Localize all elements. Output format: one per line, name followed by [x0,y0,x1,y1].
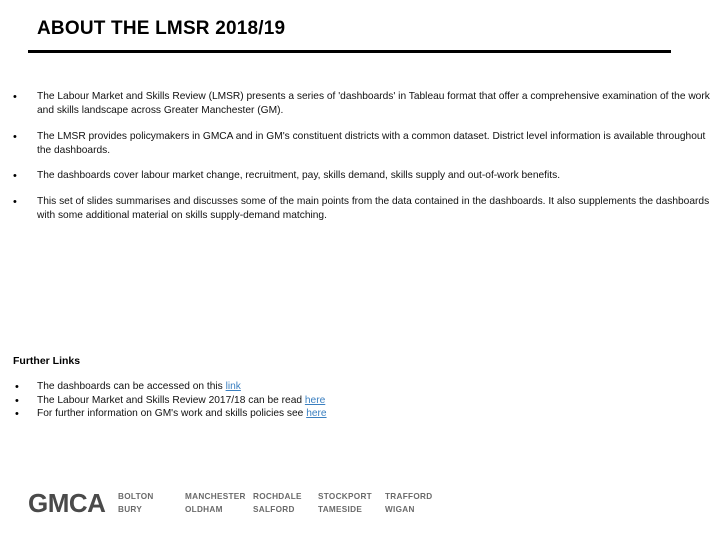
district-label: TRAFFORD [385,492,433,501]
bullet-text: The Labour Market and Skills Review (LMSR) presents a series of 'dashboards' in Tableau format that offer a comprehensive examination of the work and skills landscape across Greater Manchester (GM). [37,91,710,116]
bullet-icon: • [15,381,19,393]
district-label: BURY [118,505,143,514]
bullet-text: This set of slides summarises and discusses some of the main points from the data contained in the dashboards. It also supplements the dashboards with some additional material on skills supply-demand matching. [37,196,710,221]
district-label: OLDHAM [185,505,223,514]
bullet-icon: • [15,408,19,420]
district-label: TAMESIDE [318,505,363,514]
bullet-icon: • [13,131,17,143]
link-item [0,407,720,421]
bullet-icon: • [13,196,17,208]
link-item-text: For further information on GM's work and skills policies see here [37,408,327,419]
link-item-text: The dashboards can be accessed on this link [37,381,241,392]
district-label: ROCHDALE [253,492,302,501]
district-label: STOCKPORT [318,492,372,501]
district-label: SALFORD [253,505,295,514]
bullet-icon: • [13,91,17,103]
bullet-text: The LMSR provides policymakers in GMCA and in GM's constituent districts with a common dataset. District level information is available throughout the dashboards. [37,131,706,156]
district-label: BOLTON [118,492,154,501]
district-label: WIGAN [385,505,415,514]
lmsr-2017-18-link[interactable]: here [304,395,326,406]
dashboards-link[interactable]: link [225,381,241,392]
link-item-text: The Labour Market and Skills Review 2017/18 can be read here [37,395,326,406]
slide-title: ABOUT THE LMSR 2018/19 [37,18,286,39]
further-links-heading: Further Links [13,355,81,367]
bullet-icon: • [15,395,19,407]
gmca-logo: GMCA [28,488,106,518]
policies-link[interactable]: here [306,408,327,419]
district-label: MANCHESTER [185,492,246,501]
title-underline [28,50,671,53]
bullet-text: The dashboards cover labour market change, recruitment, pay, skills demand, skills supply and out-of-work benefits. [37,170,561,181]
link-item [0,380,720,394]
link-item [0,394,720,408]
bullet-icon: • [13,170,17,182]
